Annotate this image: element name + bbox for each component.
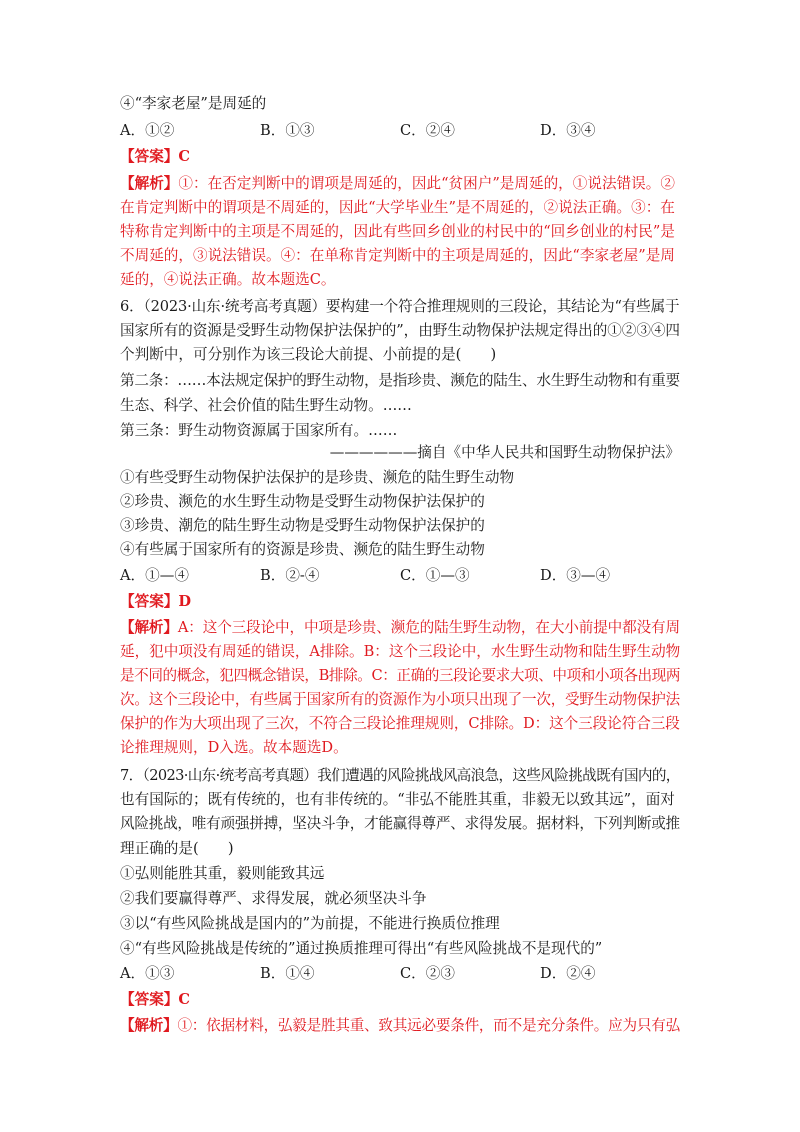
q5-option-c: C．②④ xyxy=(400,122,455,139)
q7-stem-line: 风险挑战，唯有顽强拼搏，坚决斗争，才能赢得尊严、求得发展。据材料，下列判断或推 xyxy=(120,815,680,832)
q5-analysis-line: 延的，④说法正确。故本题选C。 xyxy=(120,271,336,288)
q6-stem-line: 国家所有的资源是受野生动物保护法保护的”，由野生动物保护法规定得出的①②③④四 xyxy=(120,322,680,339)
analysis-label: 【解析】 xyxy=(120,619,178,636)
q7-item: ②我们要赢得尊严、求得发展，就必须坚决斗争 xyxy=(120,890,427,907)
answer-value: C xyxy=(178,991,191,1008)
q7-option-c: C．②③ xyxy=(400,965,455,982)
analysis-label: 【解析】 xyxy=(120,1017,178,1034)
q5-analysis-line xyxy=(120,174,675,194)
q6-answer xyxy=(120,592,191,612)
q5-option-b: B．①③ xyxy=(260,122,315,139)
answer-label: 【答案】 xyxy=(120,991,179,1008)
q6-analysis-line xyxy=(120,618,680,638)
q6-option-d: D．③—④ xyxy=(540,567,611,584)
q6-item: ①有些受野生动物保护法保护的是珍贵、濒危的陆生野生动物 xyxy=(120,469,515,486)
q6-analysis-line: 次。这个三段论中，有些属于国家所有的资源作为小项只出现了一次，受野生动物保护法 xyxy=(120,691,680,708)
q7-option-b: B．①④ xyxy=(260,965,315,982)
q6-stem-line: 6．（2023·山东·统考高考真题）要构建一个符合推理规则的三段论，其结论为“有些属于 xyxy=(120,298,680,315)
analysis-text: ①：依据材料，弘毅是胜其重、致其远必要条件，而不是充分条件。应为只有弘 xyxy=(177,1017,680,1034)
q5-answer xyxy=(120,147,190,167)
q7-item: ①弘则能胜其重，毅则能致其远 xyxy=(120,865,325,882)
q6-source: ——————摘自《中华人民共和国野生动物保护法》 xyxy=(329,444,680,461)
q6-material-line: 第三条：野生动物资源属于国家所有。…… xyxy=(120,422,398,439)
q7-stem-line: 也有国际的；既有传统的，也有非传统的。“非弘不能胜其重，非毅无以致其远”，面对 xyxy=(120,791,675,808)
q6-option-a: A．①—④ xyxy=(120,567,189,584)
q7-item: ④“有些风险挑战是传统的”通过换质推理可得出“有些风险挑战不是现代的” xyxy=(120,940,603,957)
q6-analysis-line: 论推理规则，D入选。故本题选D。 xyxy=(120,739,348,756)
answer-label: 【答案】 xyxy=(120,148,179,165)
answer-value: D xyxy=(178,593,192,610)
q6-item: ②珍贵、濒危的水生野生动物是受野生动物保护法保护的 xyxy=(120,493,485,510)
q7-analysis-line xyxy=(120,1016,680,1036)
q6-material-line: 生态、科学、社会价值的陆生野生动物。…… xyxy=(120,397,412,414)
q6-material-line: 第二条：……本法规定保护的野生动物，是指珍贵、濒危的陆生、水生野生动物和有重要 xyxy=(120,372,680,389)
q6-analysis-line: 延，犯中项没有周延的错误，A排除。B：这个三段论中，水生野生动物和陆生野生动物 xyxy=(120,643,681,660)
q7-option-d: D．②④ xyxy=(540,965,596,982)
analysis-text: ①：在否定判断中的谓项是周延的，因此“贫困户”是周延的，①说法错误。② xyxy=(178,175,675,192)
q5-item-4: ④“李家老屋”是周延的 xyxy=(120,95,267,112)
q7-item: ③以“有些风险挑战是国内的”为前提，不能进行换质位推理 xyxy=(120,915,500,932)
q7-stem-line: 7．（2023·山东·统考高考真题）我们遭遇的风险挑战风高浪急，这些风险挑战既有国内的， xyxy=(120,767,680,784)
answer-label: 【答案】 xyxy=(120,593,179,610)
q6-analysis-line: 是不同的概念，犯四概念错误，B排除。C：正确的三段论要求大项、中项和小项各出现两 xyxy=(120,667,681,684)
q5-analysis-line: 不周延的，③说法错误。④：在单称肯定判断中的主项是周延的，因此“李家老屋”是周 xyxy=(120,247,675,264)
q5-analysis-line: 特称肯定判断中的主项是不周延的，因此有些回乡创业的村民中的“回乡创业的村民”是 xyxy=(120,223,675,240)
q5-option-d: D．③④ xyxy=(540,122,596,139)
q6-item: ④有些属于国家所有的资源是珍贵、濒危的陆生野生动物 xyxy=(120,541,485,558)
analysis-label: 【解析】 xyxy=(120,175,179,192)
q5-analysis-line: 在肯定判断中的谓项是不周延的，因此“大学毕业生”是不周延的，②说法正确。③：在 xyxy=(120,199,675,216)
answer-value: C xyxy=(178,148,191,165)
q5-option-a: A．①② xyxy=(120,122,175,139)
q7-option-a: A．①③ xyxy=(120,965,175,982)
q6-item: ③珍贵、潮危的陆生野生动物是受野生动物保护法保护的 xyxy=(120,517,485,534)
q6-option-b: B．②-④ xyxy=(260,567,320,584)
q7-stem-line: 理正确的是( ) xyxy=(120,840,234,857)
q7-answer xyxy=(120,990,190,1010)
analysis-text: A：这个三段论中，中项是珍贵、濒危的陆生野生动物，在大小前提中都没有周 xyxy=(177,619,680,636)
q6-analysis-line: 保护的作为大项出现了三次，不符合三段论推理规则，C排除。D：这个三段论符合三段 xyxy=(120,715,680,732)
q6-option-c: C．①—③ xyxy=(400,567,470,584)
q6-stem-line: 个判断中，可分别作为该三段论大前提、小前提的是( ) xyxy=(120,346,497,363)
